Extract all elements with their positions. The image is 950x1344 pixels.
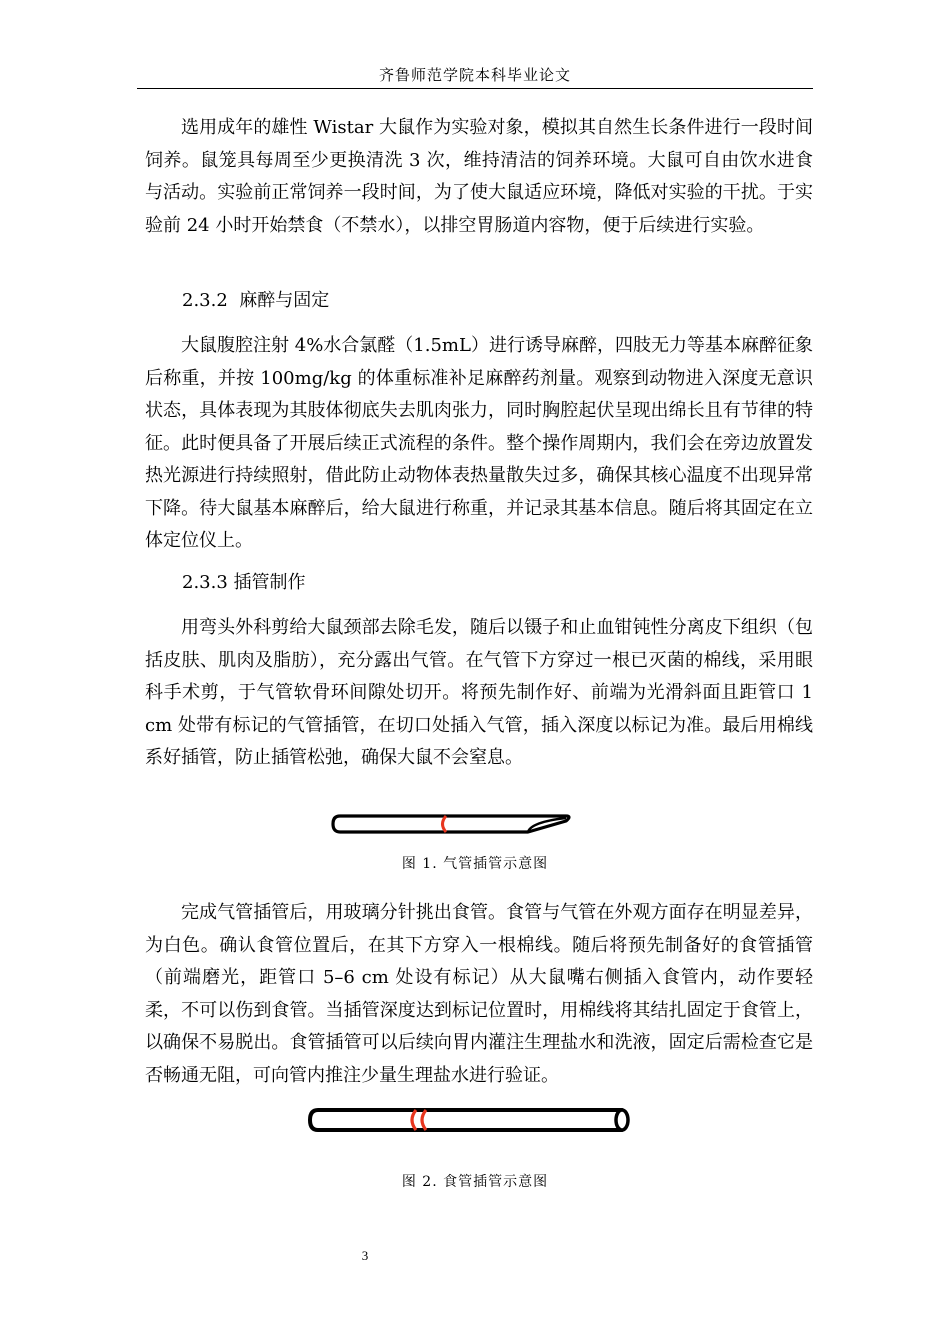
paragraph-animal-preparation: 选用成年的雄性 Wistar 大鼠作为实验对象，模拟其自然生长条件进行一段时间饲养。鼠笼具每周至少更换清洗 3 次，维持清洁的饲养环境。大鼠可自由饮水进食与活动。实验前正常饲养一段时间，为了使大鼠适应环境，降低对实验的干扰。于实验前 24 小时开始禁食（不禁水），以排空胃肠道内容物，便于后续进行实验。 [145,117,813,236]
esophageal-tube-outline [310,1110,622,1130]
paragraph-esophageal-cannula: 完成气管插管后，用玻璃分针挑出食管。食管与气管在外观方面存在明显差异，为白色。确认食管位置后，在其下方穿入一根棉线。随后将预先制备好的食管插管（前端磨光，距管口 5–6 cm 处设有标记）从大鼠嘴右侧插入食管内，动作要轻柔，不可以伤到食管。当插管深度达到标记位置时，用棉线将其结扎固定于食管上，以确保不易脱出。食管插管可以后续向胃内灌注生理盐水和洗液，固定后需检查它是否畅通无阻，可向管内推注少量生理盐水进行验证。 [145,902,813,1086]
tracheal-tube-outline [333,816,569,832]
figure-1-caption: 图 1. 气管插管示意图 [401,856,549,872]
page-number: 3 [361,1248,369,1263]
running-header: 齐鲁师范学院本科毕业论文 [378,66,571,84]
section-heading-anesthesia: 2.3.2 麻醉与固定 [182,290,330,311]
paragraph-tracheal-cannula: 用弯头外科剪给大鼠颈部去除毛发，随后以镊子和止血钳钝性分离皮下组织（包括皮肤、肌肉及脂肪），充分露出气管。在气管下方穿过一根已灭菌的棉线，采用眼科手术剪，于气管软骨环间隙处切开。将预先制作好、前端为光滑斜面且距管口 1 cm 处带有标记的气管插管，在切口处插入气管，插入深度以标记为准。最后用棉线系好插管，防止插管松弛，确保大鼠不会窒息。 [145,617,813,768]
esophageal-tube-end [616,1110,628,1130]
paragraph-anesthesia: 大鼠腹腔注射 4%水合氯醛（1.5mL）进行诱导麻醉，四肢无力等基本麻醉征象后称重，并按 100mg/kg 的体重标准补足麻醉药剂量。观察到动物进入深度无意识状态，具体表现为其肢体彻底失去肌肉张力，同时胸腔起伏呈现出绵长且有节律的特征。此时便具备了开展后续正式流程的条件。整个操作周期内，我们会在旁边放置发热光源进行持续照射，借此防止动物体表热量散失过多，确保其核心温度不出现异常下降。待大鼠基本麻醉后，给大鼠进行称重，并记录其基本信息。随后将其固定在立体定位仪上。 [145,335,813,551]
esophageal-cannula-figure [302,1101,638,1139]
tracheal-cannula-figure [328,806,578,842]
section-heading-cannula: 2.3.3 插管制作 [182,572,306,593]
figure-2-caption: 图 2. 食管插管示意图 [401,1174,549,1190]
header-rule [137,88,813,89]
